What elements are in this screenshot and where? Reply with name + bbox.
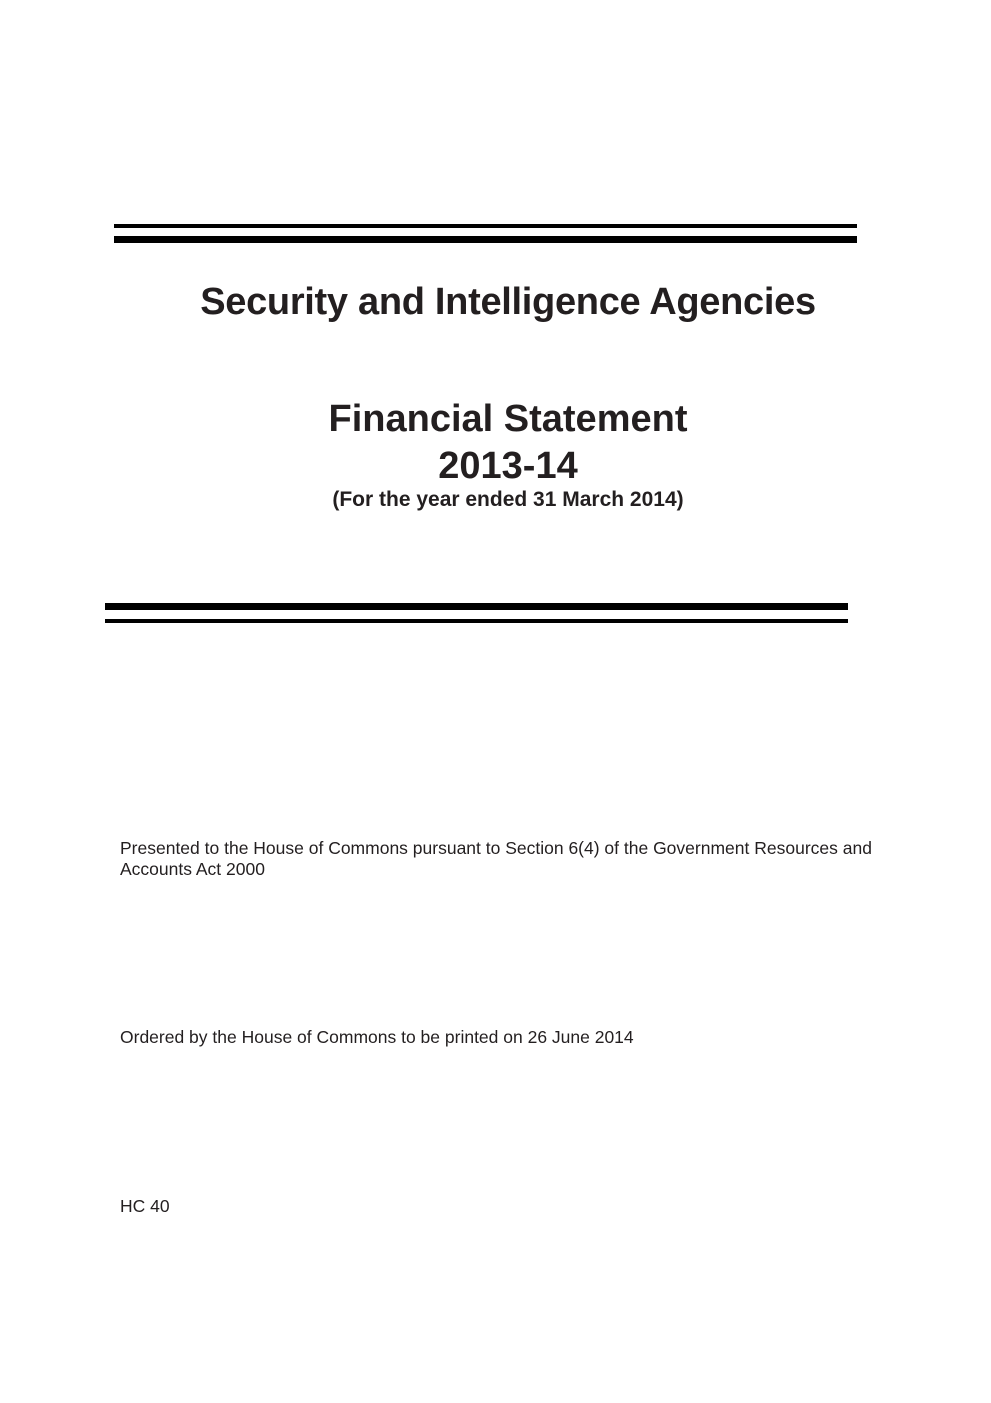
ordered-statement: Ordered by the House of Commons to be printed on 26 June 2014 <box>120 1027 634 1047</box>
paper-number: HC 40 <box>120 1196 170 1216</box>
top-rule-thin <box>114 224 857 228</box>
period-note: (For the year ended 31 March 2014) <box>332 488 684 511</box>
document-title: Security and Intelligence Agencies <box>200 281 816 323</box>
bottom-rule-thick <box>105 603 848 610</box>
document-year: 2013-14 <box>438 445 578 487</box>
document-subtitle: Financial Statement <box>328 398 688 440</box>
bottom-rule-thin <box>105 619 848 623</box>
top-rule-thick <box>114 236 857 243</box>
presented-statement: Presented to the House of Commons pursuant to Section 6(4) of the Government Resources and Accounts Act 2000 <box>120 838 872 879</box>
